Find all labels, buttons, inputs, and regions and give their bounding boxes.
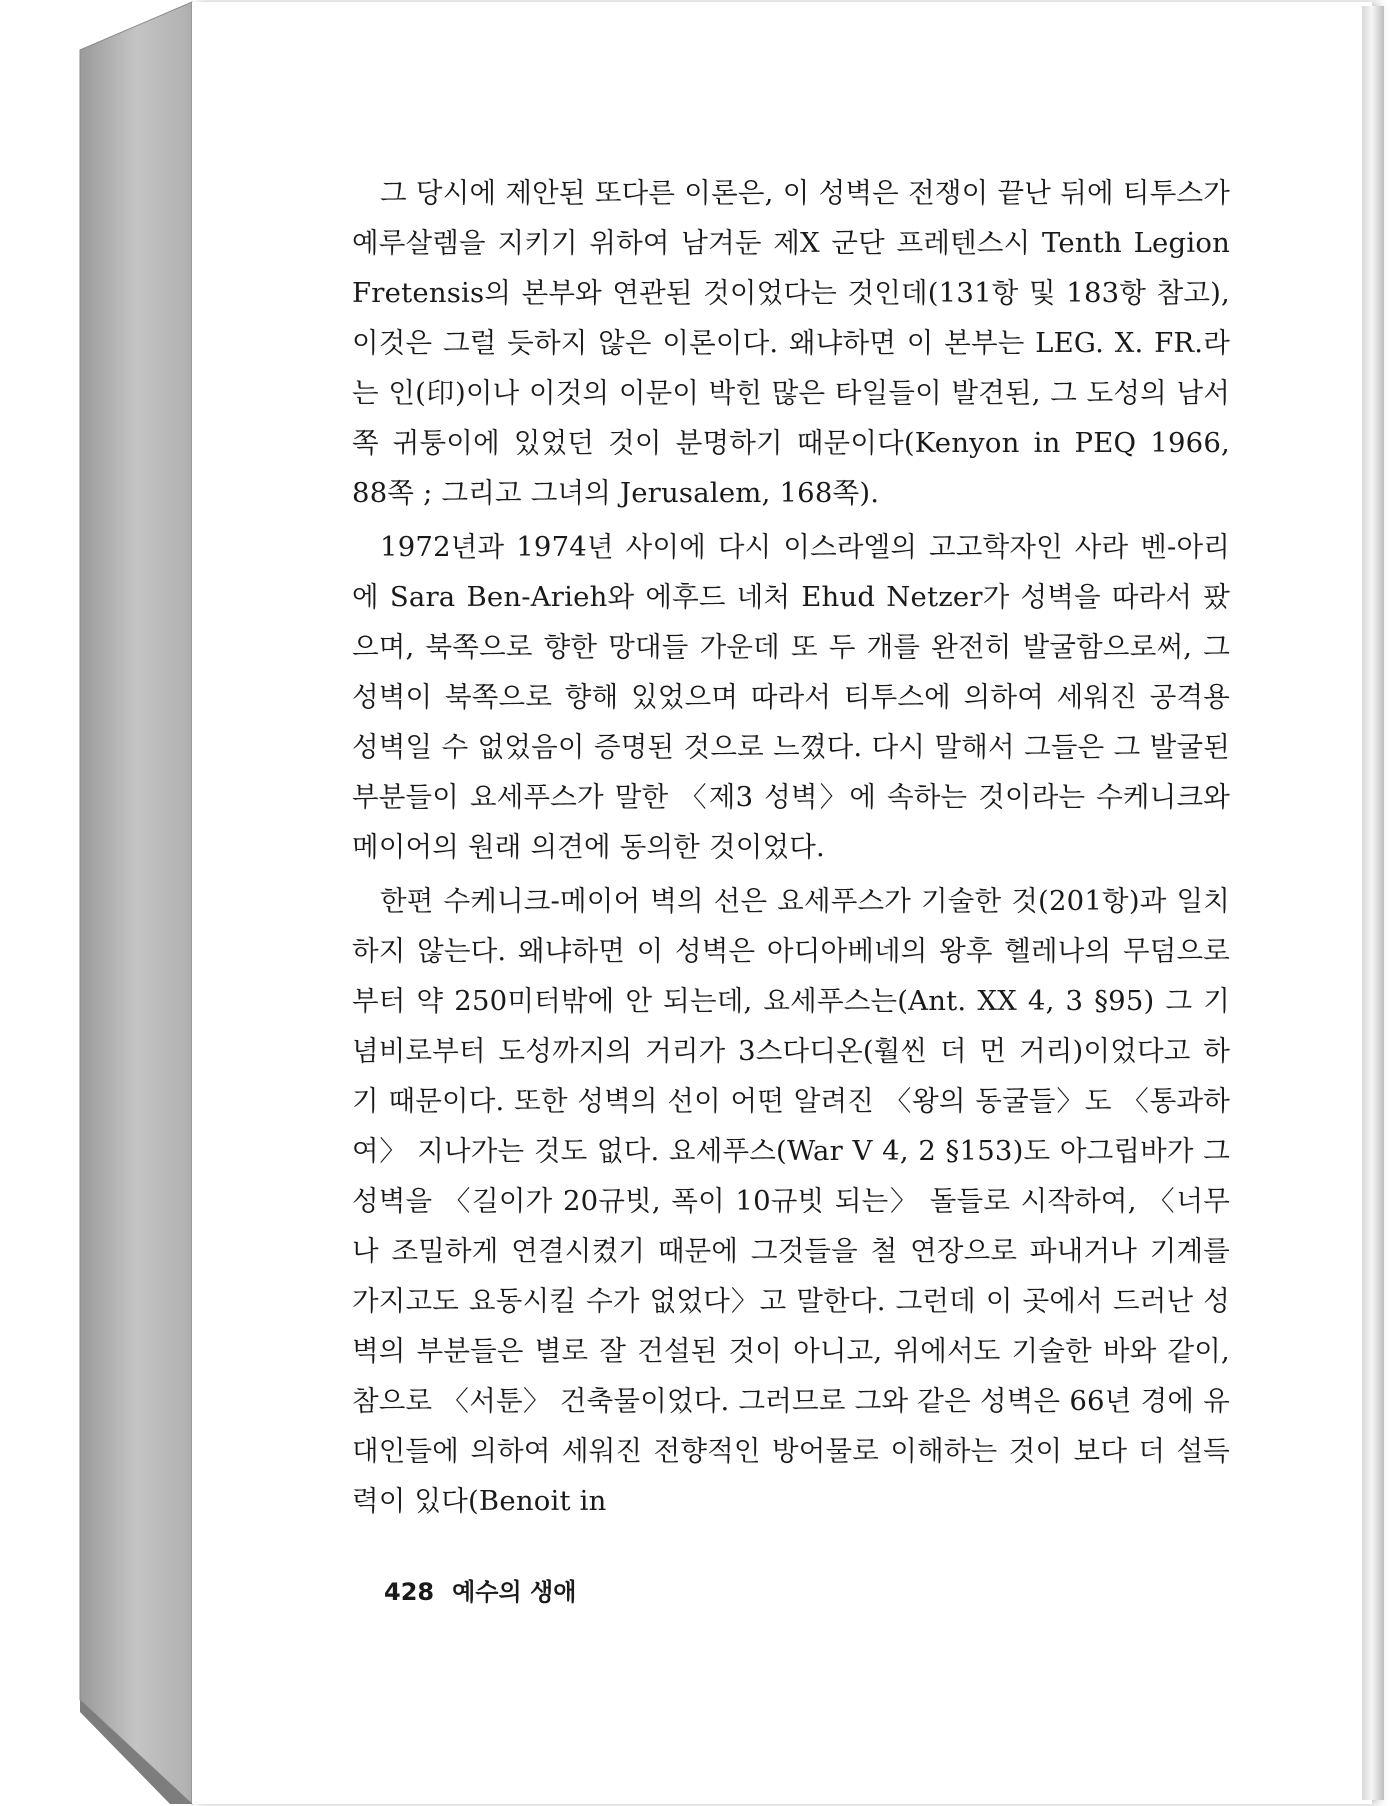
page-edge [1362, 6, 1384, 1800]
body-text [352, 168, 1230, 1530]
paragraph-2: 1972년과 1974년 사이에 다시 이스라엘의 고고학자인 사라 벤-아리에 Sara Ben-Arieh와 에후드 네처 Ehud Netzer가 성벽을 따라서 팠으며, 북쪽으로 향한 망대들 가운데 또 두 개를 완전히 발굴함으로써, 그 성벽이 북쪽으로 향해 있었으며 따라서 티투스에 의하여 세워진 공격용 성벽일 수 없었음이 증명된 것으로 느꼈다. 다시 말해서 그들은 그 발굴된 부분들이 요세푸스가 말한 〈제3 성벽〉에 속하는 것이라는 수케니크와 메이어의 원래 의견에 동의한 것이었다. [352, 531, 1230, 863]
running-title: 예수의 생애 [452, 1578, 577, 1606]
paragraph-1: 그 당시에 제안된 또다른 이론은, 이 성벽은 전쟁이 끝난 뒤에 티투스가 예루살렘을 지키기 위하여 남겨둔 제X 군단 프레텐스시 Tenth Legion Fretensis의 본부와 연관된 것이었다는 것인데(131항 및 183항 참고), 이것은 그럴 듯하지 않은 이론이다. 왜냐하면 이 본부는 LEG. X. FR.라는 인(印)이나 이것의 이문이 박힌 많은 타일들이 발견된, 그 도성의 남서쪽 귀퉁이에 있었던 것이 분명하기 때문이다(Kenyon in PEQ 1966, 88쪽 ; 그리고 그녀의 Jerusalem, 168쪽). [352, 177, 1230, 509]
page-number: 428 [384, 1578, 435, 1606]
page-footer [384, 1572, 576, 1607]
paragraph-3: 한편 수케니크-메이어 벽의 선은 요세푸스가 기술한 것(201항)과 일치하지 않는다. 왜냐하면 이 성벽은 아디아베네의 왕후 헬레나의 무덤으로부터 약 250미터밖에 안 되는데, 요세푸스는(Ant. XX 4, 3 §95) 그 기념비로부터 도성까지의 거리가 3스다디온(훨씬 더 먼 거리)이었다고 하기 때문이다. 또한 성벽의 선이 어떤 알려진 〈왕의 동굴들〉도 〈통과하여〉 지나가는 것도 없다. 요세푸스(War V 4, 2 §153)도 아그립바가 그 성벽을 〈길이가 20규빗, 폭이 10규빗 되는〉 돌들로 시작하여, 〈너무나 조밀하게 연결시켰기 때문에 그것들을 철 연장으로 파내거나 기계를 가지고도 요동시킬 수가 없었다〉고 말한다. 그런데 이 곳에서 드러난 성벽의 부분들은 별로 잘 건설된 것이 아니고, 위에서도 기술한 바와 같이, 참으로 〈서툰〉 건축물이었다. 그러므로 그와 같은 성벽은 66년 경에 유대인들에 의하여 세워진 전향적인 방어물로 이해하는 것이 보다 더 설득력이 있다(Benoit in [352, 885, 1230, 1517]
